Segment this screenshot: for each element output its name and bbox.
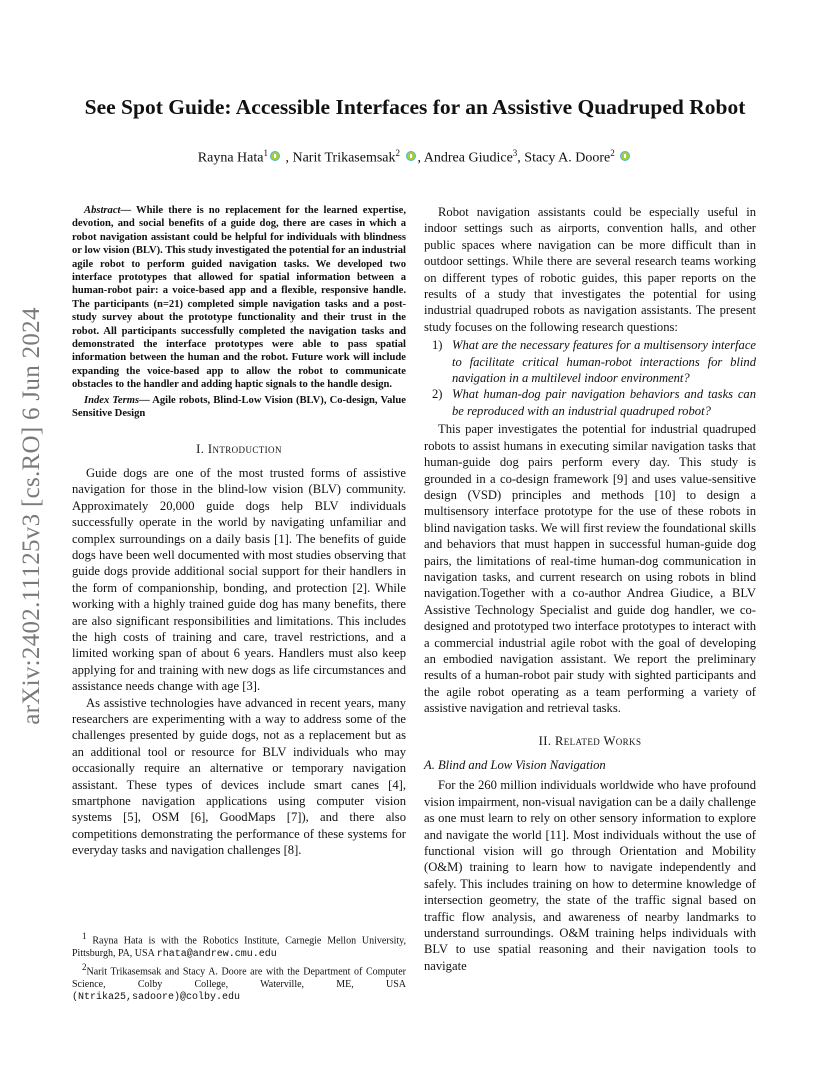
- footnote-mark: 2: [82, 962, 87, 973]
- paragraph: This paper investigates the potential for industrial quadruped robots to assist humans in executing similar navigation tasks that human-guide dog pairs perform every day. This study is grounded in a co-design framework [9] and uses value-sensitive design (VSD) principles and methods [10] to design a multisensory interface prototype for the use of these robots in blind navigation tasks. We will first review the foundational skills and behaviors that must happen in successful human-guide dog pairs, the limitations of real-time human-dog communication in navigation tasks, and current research on using robots in blind navigation.Together with a co-author Andrea Giudice, a BLV Assistive Technology Specialist and guide dog handler, we co-designed and prototyped two interface prototypes to interact with a commercial industrial agile robot with the goal of developing an embodied navigation assistant. We report the preliminary results of a human-robot pair study with sighted participants and the agile robot operating as a team performing a variety of assistive navigation and retrieval tasks.: [424, 422, 756, 716]
- footnote-mark: 1: [82, 931, 87, 941]
- list-item: [424, 337, 756, 386]
- author-affiliation-mark: 2: [610, 148, 615, 158]
- research-question: What human-dog pair navigation behaviors and tasks can be reproduced with an industrial quadruped robot?: [452, 387, 756, 418]
- email-link[interactable]: rhata@andrew.cmu.edu: [156, 948, 277, 960]
- subsection-heading: A. Blind and Low Vision Navigation: [424, 758, 606, 772]
- abstract: Abstract— While there is no replacement for the learned expertise, devotion, and social benefits of a guide dog, there are cases in which a robot navigation assistant could be helpful for individuals with blindness or low vision (BLV). This study investigated the potential for an industrial agile robot to perform guided navigation tasks. We developed two interface prototypes that allowed for spatial information between a human-robot pair: a voice-based app and a flexible, responsive handle. The participants (n=21) completed simple navigation tasks and a post-study survey about the prototype functionality and their trust in the robot. All participants successfully completed the navigation tasks and demonstrated the interface prototypes were able to pass spatial information between the human and the robot. Future work will include expanding the voice-based app to allow the robot to communicate obstacles to the handler and adding haptic signals to the handle design.: [72, 205, 406, 391]
- author-name: Rayna Hata: [197, 150, 264, 166]
- list-item: [424, 386, 756, 419]
- arxiv-identifier-stamp: [14, 296, 50, 736]
- research-question: What are the necessary features for a multisensory interface to facilitate critical human-robot interactions for blind navigation in a multilevel indoor environment?: [452, 338, 756, 386]
- section-numeral: I.: [196, 441, 205, 456]
- footnote: [72, 961, 406, 1005]
- list-number: 1): [432, 338, 443, 353]
- paper-title: See Spot Guide: Accessible Interfaces for an Assistive Quadruped Robot: [84, 95, 746, 119]
- index-terms-text: Agile robots, Blind-Low Vision (BLV), Co-design, Value Sensitive Design: [72, 394, 406, 420]
- right-column: [424, 204, 756, 974]
- abstract-label: Abstract: [84, 205, 121, 216]
- orcid-icon[interactable]: [270, 151, 280, 161]
- section-title: Related Works: [554, 733, 642, 748]
- research-question-list: [424, 337, 756, 419]
- author-list: Rayna Hata$^1$ , Narit Trikasemsak$^2$ , Andrea Giudice$^3$, Stacy A. Doore$^2$: [60, 144, 770, 168]
- footnote: [72, 930, 406, 961]
- orcid-icon[interactable]: [406, 151, 416, 161]
- footnotes: [72, 930, 406, 1005]
- email-link[interactable]: (Ntrika25,sadoore)@colby.edu: [72, 992, 241, 1004]
- author-affiliation-mark: 3: [512, 148, 518, 158]
- author-name: Stacy A. Doore: [524, 150, 611, 166]
- author-name: Narit Trikasemsak: [292, 150, 396, 166]
- section-heading: [424, 733, 756, 749]
- arxiv-stamp-text: arXiv:2402.11125v3 [cs.RO] 6 Jun 2024: [18, 307, 45, 725]
- section-title: Introduction: [207, 441, 282, 456]
- author-affiliation-mark: 1: [263, 148, 268, 158]
- index-terms-label: Index Terms: [84, 394, 140, 406]
- left-column: [72, 204, 406, 859]
- index-terms: Index Terms— Agile robots, Blind-Low Vision (BLV), Co-design, Value Sensitive Design: [72, 394, 406, 420]
- list-number: 2): [432, 387, 443, 402]
- paragraph: Robot navigation assistants could be especially useful in indoor settings such as airports, convention halls, and other public spaces where navigation can be more difficult than in outdoor settings. While there are several research teams working on different types of robotic guides, this paper reports on the results of a study that investigates the potential for using industrial quadruped robots as navigation assistants. The present study focuses on the following research questions:: [424, 205, 756, 334]
- footnote-text: Rayna Hata is with the Robotics Institute, Carnegie Mellon University, Pittsburgh, PA, USA: [72, 935, 407, 959]
- abstract-text: While there is no replacement for the learned expertise, devotion, and social benefits of a guide dog, there are cases in which a robot navigation assistant could be helpful for individuals with blindness or low vision (BLV). This study investigated the potential for an industrial agile robot to perform guided navigation tasks. We developed two interface prototypes that allowed for spatial information between a human-robot pair: a voice-based app and a flexible, responsive handle. The participants (n=21) completed simple navigation tasks and a post-study survey about the prototype functionality and their trust in the robot. All participants successfully completed the navigation tasks and demonstrated the interface prototypes were able to pass spatial information between the human and the robot. Future work will include expanding the voice-based app to allow the robot to communicate obstacles to the handler and adding haptic signals to the handle design.: [72, 205, 406, 391]
- section-numeral: II.: [538, 733, 552, 748]
- paragraph: Guide dogs are one of the most trusted forms of assistive navigation for those in the blind-low vision (BLV) community. Approximately 20,000 guide dogs help BLV individuals successfully operate in the world by navigating unfamiliar and complex surroundings on a daily basis [1]. The benefits of guide dogs have been well documented with most studies observing that guide dogs provide additional social support for their handlers in the form of companionship, bonding, and protection [2]. While working with a highly trained guide dog has many benefits, there are also significant responsibilities and limitations. This includes the high costs of training and care, travel restrictions, and a limited working span of about 6 years. Handlers must also keep applying for and training with new dogs as life circumstances and assistance needs change with age [3].: [72, 465, 406, 694]
- author-name: Andrea Giudice: [423, 150, 513, 166]
- section-heading: [72, 441, 406, 457]
- paragraph: For the 260 million individuals worldwide who have profound vision impairment, non-visual navigation can be a daily challenge as one must learn to rely on other sensory information to explore and navigate the world [11]. Most individuals without the use of functional vision will go through Orientation and Mobility (O&M) training to learn how to navigate independently and safely. This includes training on how to determine knowledge of intersection geometry, the state of the traffic signal based on traffic flow analysis, and awareness of nearby landmarks to understand surroundings. O&M training helps individuals with BLV to use spatial reasoning and their navigation tools to navigate: [424, 778, 756, 973]
- footnote-text: Narit Trikasemsak and Stacy A. Doore are with the Department of Computer Science, Colby College, Waterville, ME, USA: [72, 966, 406, 990]
- orcid-icon[interactable]: [620, 151, 630, 161]
- author-affiliation-mark: 2: [395, 148, 401, 158]
- paragraph: As assistive technologies have advanced in recent years, many researchers are experimenting with a way to address some of the challenges presented by guide dogs, not as a replacement but as an additional tool or resource for BLV individuals who may occasionally require an alternative or temporary navigation assistant. These types of devices include smart canes [4], smartphone navigation applications using computer vision systems [5], OSM [6], GoodMaps [7]), and there also competitions demonstrating the performance of these systems for everyday tasks and navigation challenges [8].: [72, 695, 406, 858]
